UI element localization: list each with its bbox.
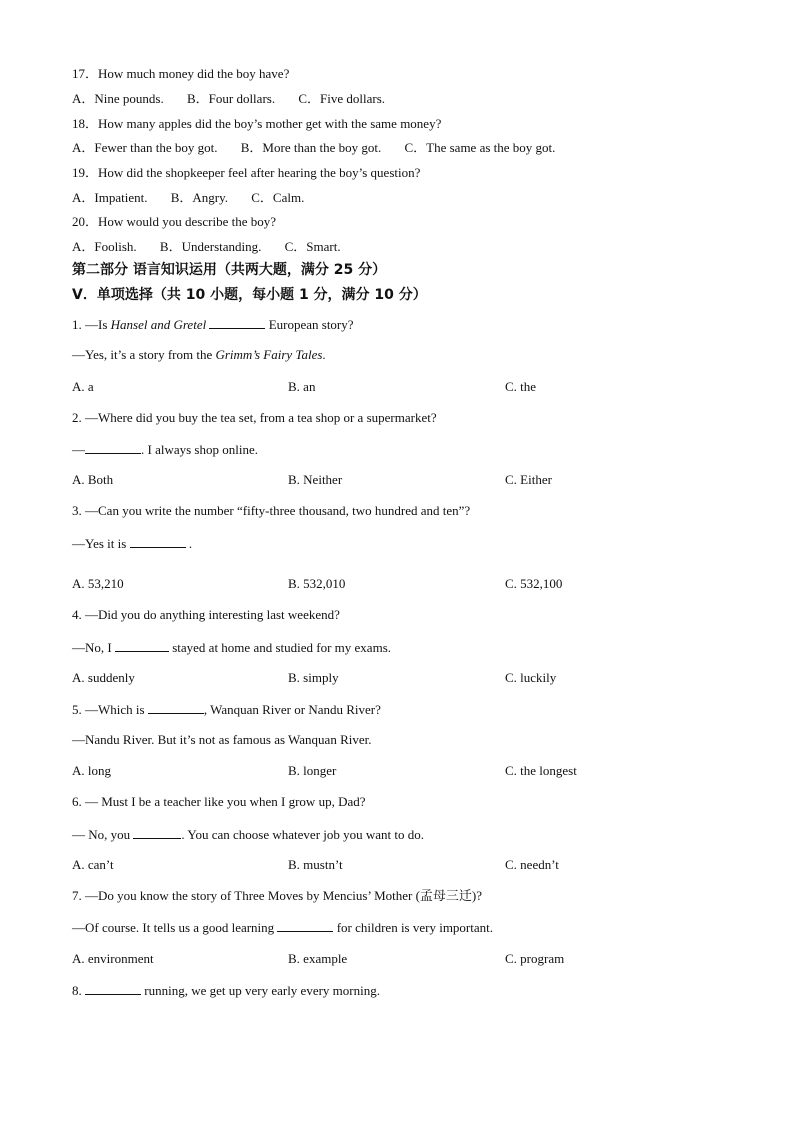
question-1: 1. —Is Hansel and Gretel European story? xyxy=(72,317,354,332)
answer-blank xyxy=(115,639,169,652)
question-5-answer: —Nandu River. But it’s not as famous as Wanquan River. xyxy=(72,732,372,747)
question-6-answer: — No, you . You can choose whatever job you want to do. xyxy=(72,827,425,842)
question-1-options xyxy=(0,379,794,395)
question-8: 8. running, we get up very early every morning. xyxy=(72,983,380,998)
option-a: A．Foolish. xyxy=(72,239,137,254)
question-18: 18．How many apples did the boy’s mother get with the same money? xyxy=(72,116,442,131)
question-4-answer: —No, I stayed at home and studied for my exams. xyxy=(72,640,391,655)
option-a: A. Both xyxy=(72,472,114,487)
question-4: 4. —Did you do anything interesting last weekend? xyxy=(72,607,340,622)
option-a: A. environment xyxy=(72,951,154,966)
question-2-answer: — . I always shop online. xyxy=(72,442,258,457)
option-a: A．Impatient. xyxy=(72,190,148,205)
question-2-options xyxy=(0,472,794,488)
option-a: A. a xyxy=(72,379,94,394)
question-6-options xyxy=(0,857,794,873)
option-a: A. can’t xyxy=(72,857,114,872)
question-5-options xyxy=(0,763,794,779)
option-b: B. longer xyxy=(288,763,337,778)
question-4-options xyxy=(0,670,794,686)
answer-blank xyxy=(85,982,141,995)
option-b: B. example xyxy=(288,951,348,966)
option-c: C. Either xyxy=(505,472,552,487)
part-heading: 第二部分 语言知识运用（共两大题，满分 25 分） xyxy=(72,262,387,278)
option-c: C．Calm. xyxy=(251,190,305,205)
option-a: A．Fewer than the boy got. xyxy=(72,140,218,155)
question-18-options xyxy=(72,140,575,156)
option-c: C. the longest xyxy=(505,763,577,778)
answer-blank xyxy=(277,919,333,932)
option-b: B．More than the boy got. xyxy=(240,140,382,155)
question-1-answer: —Yes, it’s a story from the Grimm’s Fairy Tales. xyxy=(72,347,326,362)
option-b: B. Neither xyxy=(288,472,343,487)
option-a: A. suddenly xyxy=(72,670,135,685)
option-c: C．Five dollars. xyxy=(298,91,386,106)
question-7-options xyxy=(0,951,794,967)
answer-blank xyxy=(133,826,181,839)
question-7: 7. —Do you know the story of Three Moves by Mencius’ Mother (孟母三迁)? xyxy=(72,888,483,903)
question-3-answer: —Yes it is . xyxy=(72,536,193,551)
question-5: 5. —Which is , Wanquan River or Nandu River? xyxy=(72,702,381,717)
option-c: C. the xyxy=(505,379,537,394)
option-b: B．Angry. xyxy=(170,190,229,205)
option-a: A. long xyxy=(72,763,111,778)
option-c: C. 532,100 xyxy=(505,576,563,591)
book-title: Grimm’s Fairy Tales xyxy=(215,347,323,362)
option-c: C. needn’t xyxy=(505,857,559,872)
story-title: Hansel and Gretel xyxy=(110,317,207,332)
question-20: 20．How would you describe the boy? xyxy=(72,214,276,229)
option-a: A．Nine pounds. xyxy=(72,91,164,106)
option-b: B. 532,010 xyxy=(288,576,346,591)
section-heading: Ⅴ．单项选择（共 10 小题，每小题 1 分，满分 10 分） xyxy=(72,287,427,303)
question-19: 19．How did the shopkeeper feel after hearing the boy’s question? xyxy=(72,165,421,180)
question-17: 17．How much money did the boy have? xyxy=(72,66,290,81)
option-a: A. 53,210 xyxy=(72,576,124,591)
option-c: C．Smart. xyxy=(284,239,341,254)
option-b: B. simply xyxy=(288,670,339,685)
option-c: C．The same as the boy got. xyxy=(404,140,556,155)
question-3: 3. —Can you write the number “fifty-three thousand, two hundred and ten”? xyxy=(72,503,471,518)
question-2: 2. —Where did you buy the tea set, from a tea shop or a supermarket? xyxy=(72,410,437,425)
question-20-options xyxy=(72,239,361,255)
answer-blank xyxy=(85,441,141,454)
option-b: B．Four dollars. xyxy=(186,91,276,106)
question-17-options xyxy=(72,91,405,107)
question-7-answer: —Of course. It tells us a good learning for children is very important. xyxy=(72,920,494,935)
option-c: C. program xyxy=(505,951,565,966)
option-c: C. luckily xyxy=(505,670,557,685)
option-b: B. an xyxy=(288,379,316,394)
option-b: B．Understanding. xyxy=(159,239,262,254)
answer-blank xyxy=(130,535,186,548)
question-19-options xyxy=(72,190,324,206)
question-6: 6. — Must I be a teacher like you when I grow up, Dad? xyxy=(72,794,366,809)
answer-blank xyxy=(209,316,265,329)
option-b: B. mustn’t xyxy=(288,857,343,872)
question-3-options xyxy=(0,576,794,592)
answer-blank xyxy=(148,701,204,714)
